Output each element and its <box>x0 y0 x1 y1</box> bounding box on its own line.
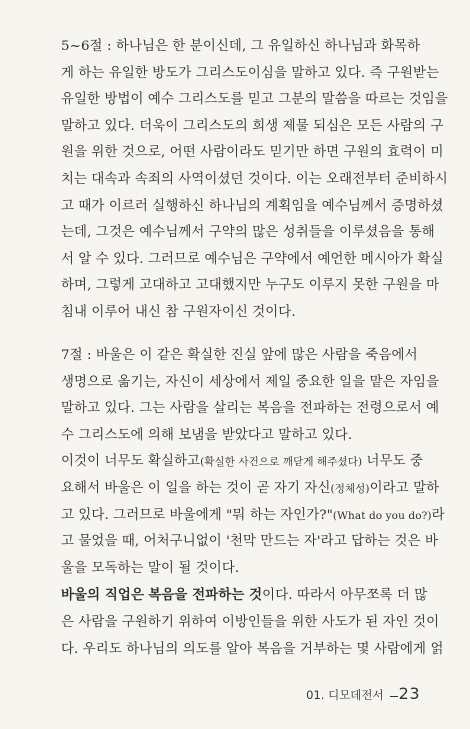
paragraph-vocation <box>61 582 444 663</box>
bold-text: 바울의 직업은 <box>61 587 144 604</box>
text-line: 치는 대속과 속죄의 사역이셨던 것이다. 이는 오래전부터 준비하시 <box>61 171 448 187</box>
text-line: 고 때가 이르러 실행하신 하나님의 계획임을 예수님께서 증명하셨 <box>61 198 444 214</box>
annotation-text: (정체성) <box>330 482 370 495</box>
text-line: 하며, 그렇게 고대하고 고대했지만 누구도 이루지 못한 구원을 마 <box>61 278 440 294</box>
text-line: 다. 우리도 하나님의 의도를 알아 복음을 거부하는 몇 사람에게 얽 <box>61 641 444 657</box>
text-segment: 이라고 말하 <box>369 480 440 496</box>
text-line: 7절 : 바울은 이 같은 확실한 진실 앞에 많은 사람을 죽음에서 <box>61 348 418 363</box>
text-line: 게 하는 유일한 방도가 그리스도이심을 말하고 있다. 즉 구원받는 <box>61 65 440 81</box>
page-footer <box>306 684 420 703</box>
bold-text: 복음을 전파하는 것 <box>148 587 263 604</box>
paragraph-5-6 <box>61 34 448 327</box>
text-line: 유일한 방법이 예수 그리스도를 믿고 그분의 말씀을 따르는 것임을 <box>61 92 448 108</box>
text-line: 말하고 있다. 그는 사람을 살리는 복음을 전파하는 전령으로서 예 <box>61 401 440 417</box>
text-line: 은 사람을 구원하기 위하여 이방인들을 위한 사도가 된 자인 것이 <box>61 614 440 630</box>
text-segment: 너무도 중 <box>362 454 424 470</box>
text-line: 수 그리스도에 의해 보냄을 받았다고 말하고 있다. <box>61 427 353 443</box>
paragraph-identity <box>61 449 445 582</box>
text-block-lower <box>61 343 445 663</box>
text-line: 말하고 있다. 더욱이 그리스도의 희생 제물 되심은 모든 사람의 구 <box>61 118 444 134</box>
page-number-group <box>390 684 420 703</box>
paragraph-7 <box>61 343 440 449</box>
text-line: 원을 위한 것으로, 어떤 사람이라도 믿기만 하면 구원의 효력이 미 <box>61 145 444 161</box>
text-line <box>61 449 424 476</box>
text-line <box>61 476 440 503</box>
text-line: 침내 이루어 내신 참 구원자이신 것이다. <box>61 304 296 320</box>
text-segment: 요해서 바울은 이 일을 하는 것이 곧 자기 자신 <box>61 480 331 496</box>
text-line: 생명으로 옮기는, 자신이 세상에서 제일 중요한 일을 맡은 자임을 <box>61 374 440 390</box>
text-line <box>61 582 428 610</box>
page-number: 23 <box>398 684 420 703</box>
text-segment: 고 있다. 그러므로 바울에게 "뭐 하는 자인가?" <box>61 507 333 523</box>
text-line: 고 물었을 때, 어처구니없이 '천막 만드는 자'라고 답하는 것은 바 <box>61 534 439 550</box>
text-segment: 라 <box>431 507 445 523</box>
text-line: 5~6절 : 하나님은 한 분이신데, 그 유일하신 하나님과 화목하 <box>61 39 421 54</box>
text-line <box>61 503 445 530</box>
annotation-text: (확실한 사건으로 깨닫게 해주셨다) <box>200 456 363 469</box>
text-segment: 이것이 너무도 확실하고 <box>61 454 201 470</box>
text-line: 울을 모독하는 말이 될 것이다. <box>61 560 240 576</box>
chapter-title: 01. 디모데전서 <box>306 688 384 702</box>
footer-rule <box>390 696 398 697</box>
text-line: 는데, 그것은 예수님께서 구약의 많은 성취들을 이루셨음을 통해 <box>61 225 435 241</box>
annotation-text: (What do you do?) <box>332 509 432 522</box>
text-line: 서 알 수 있다. 그러므로 예수님은 구약에서 예언한 메시아가 확실 <box>61 251 444 267</box>
text-block-upper <box>61 34 448 327</box>
text-segment: 이다. 따라서 아무쪼록 더 많 <box>262 588 428 604</box>
